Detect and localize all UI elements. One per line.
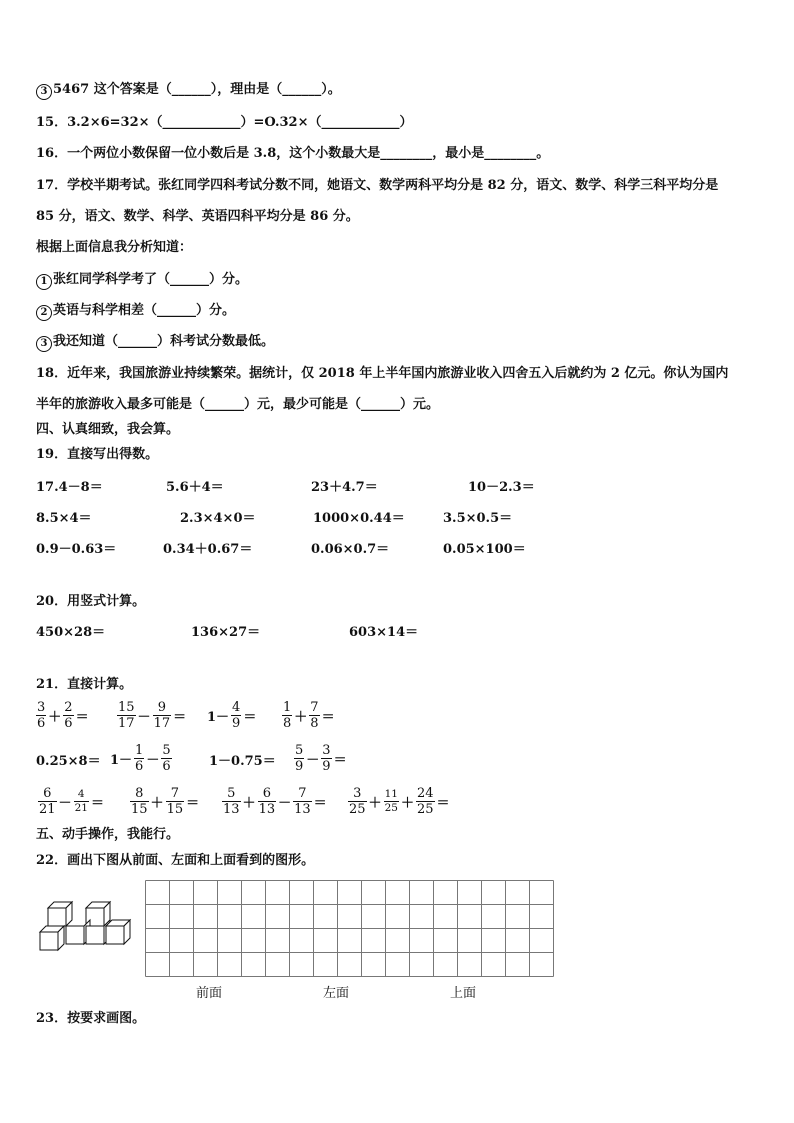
label-top: 上面 [450, 986, 477, 1001]
q21-expr-1: $\frac{3}{6}$ ＋ $\frac{2}{6}$ ＝ [37, 700, 89, 731]
question-16: 16．一个两位小数保留一位小数后是 3.8，这个小数最大是________，最小是________。 [36, 146, 550, 161]
q21-expr-10: $\frac{8}{15}$ ＋ $\frac{7}{15}$ ＝ [131, 786, 200, 817]
q21-expr-4: $\frac{1}{8}$ ＋ $\frac{7}{8}$ ＝ [283, 700, 335, 731]
q19-item: 3.5×0.5＝ [443, 511, 513, 526]
q20-item: 603×14＝ [349, 625, 419, 640]
question-20-title: 20．用竖式计算。 [36, 594, 146, 609]
question-17-sub-3: 3 我还知道（______）科考试分数最低。 [36, 334, 274, 352]
q21-expr-3: 1－ $\frac{4}{9}$ ＝ [207, 700, 257, 731]
q21-expr-5: 0.25×8＝ [36, 754, 101, 769]
q21-expr-12: $\frac{3}{25}$ ＋ $\frac{11}{25}$ ＋ $\frac{24}{25}$ ＝ [349, 786, 450, 817]
q19-item: 0.05×100＝ [443, 542, 526, 557]
q21-expr-2: $\frac{15}{17}$ － $\frac{9}{17}$ ＝ [118, 700, 187, 731]
q19-item: 0.34＋0.67＝ [163, 542, 253, 557]
q21-expr-7: 1－0.75＝ [209, 754, 276, 769]
circled-number: 1 [36, 274, 52, 290]
q21-expr-9: $\frac{6}{21}$ － $\frac{4}{21}$ ＝ [39, 786, 104, 817]
q19-item: 2.3×4×0＝ [180, 511, 256, 526]
q21-expr-11: $\frac{5}{13}$ ＋ $\frac{6}{13}$ － $\frac{7}{13}$ ＝ [223, 786, 327, 817]
q20-item: 136×27＝ [191, 625, 261, 640]
q14-line-3: 3 5467 这个答案是（______），理由是（______）。 [36, 82, 341, 100]
section-5-heading: 五、动手操作，我能行。 [36, 827, 180, 842]
question-17-line-1: 17．学校半期考试。张红同学四科考试分数不同，她语文、数学两科平均分是 82 分，语文、数学、科学三科平均分是 [36, 178, 719, 193]
q19-item: 0.9－0.63＝ [36, 542, 117, 557]
circled-number: 3 [36, 84, 52, 100]
q19-item: 8.5×4＝ [36, 511, 92, 526]
q20-item: 450×28＝ [36, 625, 106, 640]
question-17-sub-1: 1 张红同学科学考了（______）分。 [36, 272, 248, 290]
label-left: 左面 [323, 986, 350, 1001]
question-18-line-1: 18．近年来，我国旅游业持续繁荣。据统计，仅 2018 年上半年国内旅游业收入四舍五入后就约为 2 亿元。你认为国内 [36, 366, 729, 381]
q19-item: 5.6＋4＝ [166, 480, 224, 495]
cube-stack-figure [36, 898, 136, 968]
q19-item: 0.06×0.7＝ [311, 542, 390, 557]
question-21-title: 21．直接计算。 [36, 677, 133, 692]
drawing-grid[interactable] [145, 880, 557, 980]
question-18-line-2: 半年的旅游收入最多可能是（______）元，最少可能是（______）元。 [36, 397, 440, 412]
label-front: 前面 [196, 986, 223, 1001]
q21-expr-8: $\frac{5}{9}$ － $\frac{3}{9}$ ＝ [295, 743, 347, 774]
question-23-title: 23．按要求画图。 [36, 1011, 146, 1026]
question-15: 15．3.2×6=32×（____________）=O.32×（____________） [36, 115, 413, 130]
question-19-title: 19．直接写出得数。 [36, 447, 159, 462]
q19-item: 23＋4.7＝ [311, 480, 378, 495]
section-4-heading: 四、认真细致，我会算。 [36, 422, 180, 437]
q19-item: 17.4－8＝ [36, 480, 103, 495]
question-17-line-2: 85 分，语文、数学、科学、英语四科平均分是 86 分。 [36, 209, 359, 224]
q21-expr-6: 1－ $\frac{1}{6}$ － $\frac{5}{6}$ [110, 743, 171, 774]
circled-number: 2 [36, 305, 52, 321]
q19-item: 10－2.3＝ [468, 480, 535, 495]
q19-item: 1000×0.44＝ [313, 511, 405, 526]
question-22-title: 22．画出下图从前面、左面和上面看到的图形。 [36, 853, 315, 868]
question-17-sub-2: 2 英语与科学相差（______）分。 [36, 303, 235, 321]
question-17-line-3: 根据上面信息我分析知道： [36, 240, 193, 255]
circled-number: 3 [36, 336, 52, 352]
